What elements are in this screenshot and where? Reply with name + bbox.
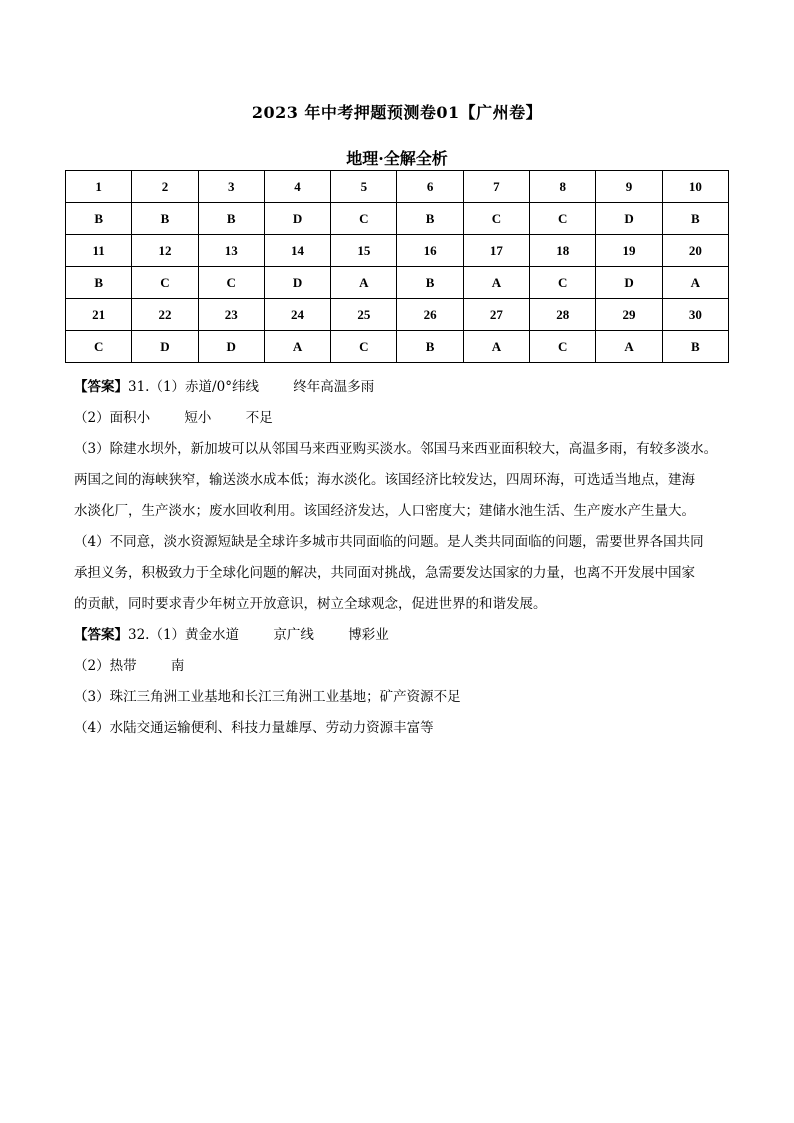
q32-part2: （2）热带 南: [74, 658, 185, 674]
question-number-row: [66, 299, 729, 331]
question-number-cell: 29: [596, 299, 662, 331]
q32-part3: （3）珠江三角洲工业基地和长江三角洲工业基地；矿产资源不足: [74, 689, 461, 705]
question-number-cell: 17: [463, 235, 529, 267]
answer-tag: 【答案】: [74, 379, 128, 395]
question-number-cell: 30: [662, 299, 728, 331]
question-number-cell: 3: [198, 171, 264, 203]
question-number-cell: 26: [397, 299, 463, 331]
answer-cell: B: [662, 203, 728, 235]
answer-cell: B: [198, 203, 264, 235]
answer-table: [65, 170, 729, 363]
answer-cell: B: [397, 203, 463, 235]
answer-cell: A: [463, 331, 529, 363]
answer-cell: C: [530, 331, 596, 363]
answer-cell: A: [463, 267, 529, 299]
q31-part3-line2: 两国之间的海峡狭窄，输送淡水成本低；海水淡化。该国经济比较发达，四周环海，可选适当地点，建海: [74, 472, 695, 488]
answer-cell: D: [132, 331, 198, 363]
q31-part3-line1: （3）除建水坝外，新加坡可以从邻国马来西亚购买淡水。邻国马来西亚面积较大，高温多雨，有较多淡水。: [74, 441, 718, 457]
answer-cell: B: [132, 203, 198, 235]
question-number-cell: 13: [198, 235, 264, 267]
question-number-cell: 16: [397, 235, 463, 267]
answer-row: [66, 267, 729, 299]
question-number-cell: 28: [530, 299, 596, 331]
q31-part3-line3: 水淡化厂，生产淡水；废水回收利用。该国经济发达，人口密度大；建储水池生活、生产废水产生量大。: [74, 503, 695, 519]
answer-cell: B: [397, 331, 463, 363]
q32-part4: （4）水陆交通运输便利、科技力量雄厚、劳动力资源丰富等: [74, 720, 434, 736]
question-number-cell: 24: [264, 299, 330, 331]
q31-part1: 【答案】31.（1）赤道/0°纬线 终年高温多雨: [74, 379, 375, 395]
answer-cell: C: [463, 203, 529, 235]
answer-cell: B: [66, 203, 132, 235]
answer-cell: A: [662, 267, 728, 299]
q31-part4-line1: （4）不同意，淡水资源短缺是全球许多城市共同面临的问题。是人类共同面临的问题，需要世界各国共同: [74, 534, 704, 550]
question-number-cell: 19: [596, 235, 662, 267]
question-number-cell: 27: [463, 299, 529, 331]
question-number-cell: 10: [662, 171, 728, 203]
answer-cell: D: [198, 331, 264, 363]
q31-part4-line3: 的贡献，同时要求青少年树立开放意识，树立全球观念，促进世界的和谐发展。: [74, 596, 547, 612]
q31-part2: （2）面积小 短小 不足: [74, 410, 273, 426]
answer-cell: D: [596, 267, 662, 299]
answer-row: [66, 331, 729, 363]
answer-cell: D: [264, 267, 330, 299]
q32-part1: 【答案】32.（1）黄金水道 京广线 博彩业: [74, 627, 389, 643]
answer-cell: A: [596, 331, 662, 363]
answer-cell: C: [198, 267, 264, 299]
answer-cell: C: [331, 203, 397, 235]
question-number-cell: 11: [66, 235, 132, 267]
question-number-cell: 1: [66, 171, 132, 203]
answer-cell: C: [530, 267, 596, 299]
answer-row: [66, 203, 729, 235]
question-number-cell: 7: [463, 171, 529, 203]
answer-cell: C: [530, 203, 596, 235]
answer-cell: D: [264, 203, 330, 235]
q31-part4-line2: 承担义务，积极致力于全球化问题的解决，共同面对挑战，急需要发达国家的力量，也离不开发展中国家: [74, 565, 695, 581]
answer-cell: B: [66, 267, 132, 299]
answer-cell: B: [397, 267, 463, 299]
question-number-cell: 21: [66, 299, 132, 331]
answer-cell: C: [66, 331, 132, 363]
document-subtitle: 地理·全解全析: [346, 149, 448, 168]
answer-cell: A: [264, 331, 330, 363]
question-number-row: [66, 235, 729, 267]
answer-cell: C: [132, 267, 198, 299]
question-number-cell: 9: [596, 171, 662, 203]
answer-cell: B: [662, 331, 728, 363]
question-number-cell: 22: [132, 299, 198, 331]
question-number-cell: 2: [132, 171, 198, 203]
question-number-cell: 18: [530, 235, 596, 267]
question-number-cell: 25: [331, 299, 397, 331]
answer-tag: 【答案】: [74, 627, 128, 643]
question-number-cell: 5: [331, 171, 397, 203]
answer-cell: C: [331, 331, 397, 363]
answer-cell: A: [331, 267, 397, 299]
question-number-cell: 23: [198, 299, 264, 331]
answer-cell: D: [596, 203, 662, 235]
question-number-row: [66, 171, 729, 203]
answer-content: [74, 372, 730, 744]
question-number-cell: 14: [264, 235, 330, 267]
question-number-cell: 8: [530, 171, 596, 203]
question-number-cell: 4: [264, 171, 330, 203]
question-number-cell: 15: [331, 235, 397, 267]
question-number-cell: 6: [397, 171, 463, 203]
question-number-cell: 12: [132, 235, 198, 267]
question-number-cell: 20: [662, 235, 728, 267]
document-title: 2023 年中考押题预测卷01【广州卷】: [251, 103, 543, 122]
